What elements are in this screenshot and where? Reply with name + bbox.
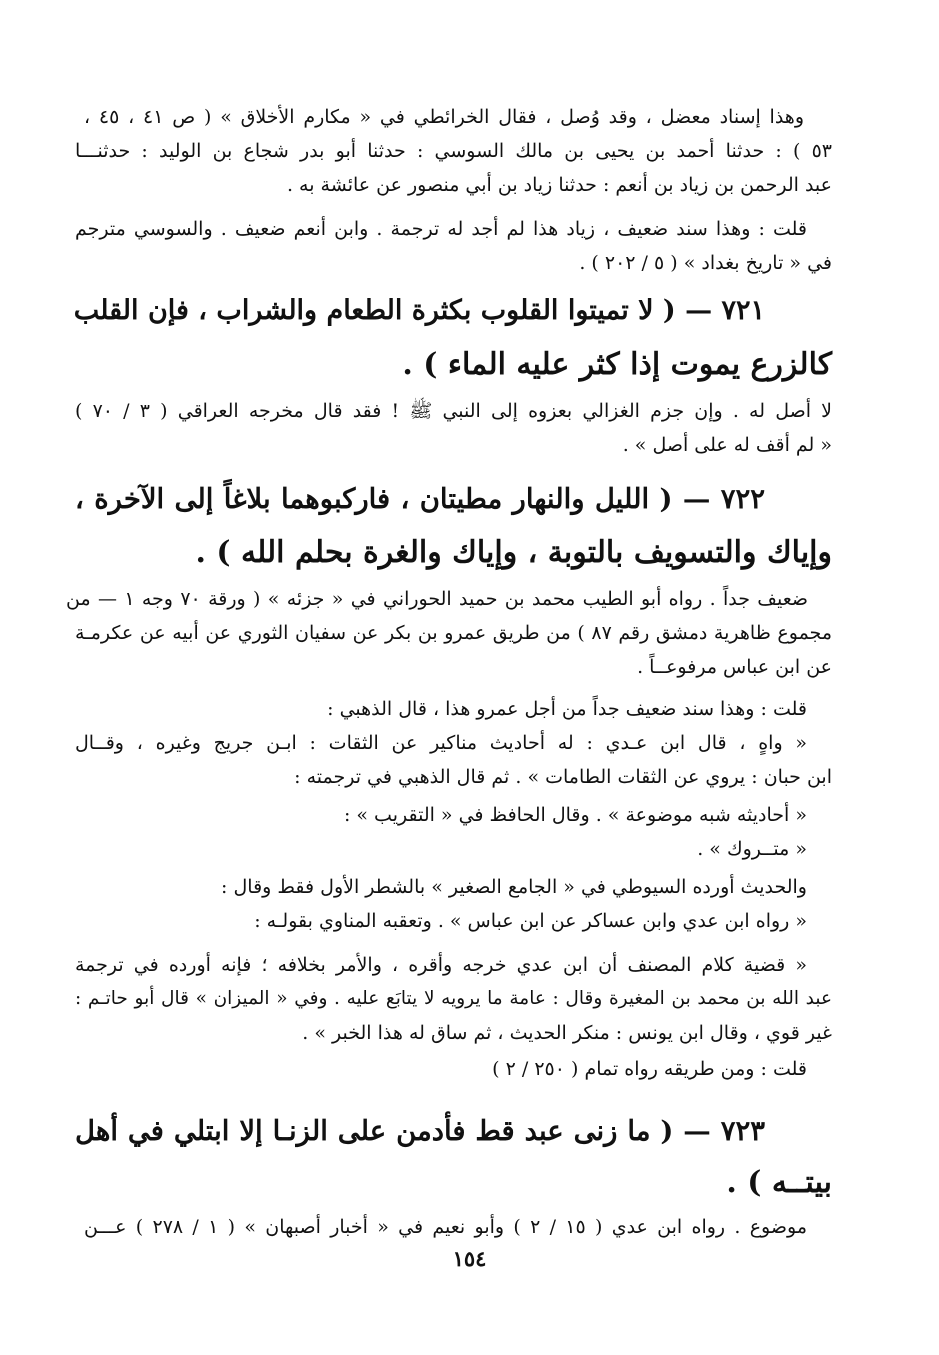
text-line: ٥٣ ) : حدثنا أحمد بن يحيى بن مالك السوسي : حدثنا أبو بدر شجاع بن الوليد : حدثنـــا — [75, 140, 832, 162]
text-line: ابن حبان : يروي عن الثقات الطامات » . ثم قال الذهبي في ترجمته : — [294, 766, 832, 788]
text-line: « رواه ابن عدي وابن عساكر عن ابن عباس » . وتعقبه المناوي بقولـه : — [254, 910, 807, 932]
text-line: « أحاديثه شبه موضوعة » . وقال الحافظ في « التقريب » : — [343, 804, 807, 826]
hadith-heading: ٧٢١ — ( لا تميتوا القلوب بكثرة الطعام والشراب ، فإن القلب — [73, 295, 765, 326]
text-line: في « تاريخ بغداد » ( ٥ / ٢٠٢ ) . — [579, 252, 832, 274]
text-line: وهذا إسناد معضل ، وقد وُصل ، فقال الخرائطي في « مكارم الأخلاق » ( ص ٤١ ، ٤٥ ، — [84, 106, 804, 128]
text-line: قلت : وهذا سند ضعيف ، زياد هذا لم أجد له ترجمة . وابن أنعم ضعيف . والسوسي مترجم — [75, 218, 807, 240]
text-line: لا أصل له . وإن جزم الغزالي بعزوه إلى النبي ﷺ ! فقد قال مخرجه العراقي ( ٣ / ٧٠ ) — [75, 400, 833, 422]
text-line: والحديث أورده السيوطي في « الجامع الصغير » بالشطر الأول فقط وقال : — [221, 876, 807, 898]
text-line: مجموع ظاهرية دمشق رقم ٨٧ ) من طريق عمرو بن بكر عن سفيان الثوري عن أبيه عن عكرمـة — [75, 622, 832, 644]
text-line: « قضية كلام المصنف أن ابن عدي خرجه وأقره ، والأمر بخلافه ؛ فإنه أورده في ترجمة — [75, 954, 807, 976]
text-line: قلت : ومن طريقه رواه تمام ( ٢٥٠ / ٢ ) — [492, 1058, 807, 1080]
hadith-heading: ٧٢٣ — ( ما زنى عبد قط فأدمن على الزنـا إلا ابتلي في أهل — [75, 1115, 765, 1147]
text-line: عبد الرحمن بن زياد بن أنعم : حدثنا زياد بن أبي منصور عن عائشة به . — [286, 174, 832, 196]
hadith-heading: كالزرع يموت إذا كثر عليه الماء ) . — [402, 347, 832, 382]
text-line: عبد الله بن محمد بن المغيرة وقال : عامة ما يرويه لا يتابَع عليه . وفي « الميزان » قال أبو حاتـم : — [75, 988, 832, 1009]
text-line: « متــروك » . — [697, 838, 807, 860]
text-line: « لم أقف له على أصل » . — [622, 434, 832, 456]
hadith-heading: بيتــه ) . — [726, 1165, 832, 1200]
text-line: ضعيف جداً . رواه أبو الطيب محمد بن حميد الحوراني في « جزئه » ( ورقة ٧٠ وجه ١ — من — [66, 588, 808, 610]
text-line: قلت : وهذا سند ضعيف جداً من أجل عمرو هذا ، قال الذهبي : — [327, 698, 807, 720]
hadith-heading: وإياك والتسويف بالتوبة ، وإياك والغرة بحلم الله ) . — [195, 535, 832, 570]
text-line: « واهٍ ، قال ابن عـدي : له أحاديث مناكير عن الثقات : ابـن جريج وغيره ، وقــال — [75, 732, 807, 754]
text-line: عن ابن عباس مرفوعــاً . — [637, 656, 832, 678]
page-number: ١٥٤ — [452, 1246, 487, 1271]
text-line: موضوع . رواه ابن عدي ( ١٥ / ٢ ) وأبو نعيم في « أخبار أصبهان » ( ١ / ٢٧٨ ) عـــن — [84, 1216, 808, 1238]
text-line: غير قوي ، وقال ابن يونس : منكر الحديث ، ثم ساق له هذا الخبر » . — [302, 1022, 832, 1044]
hadith-heading: ٧٢٢ — ( الليل والنهار مطيتان ، فاركبوهما بلاغاً إلى الآخرة ، — [75, 483, 765, 515]
